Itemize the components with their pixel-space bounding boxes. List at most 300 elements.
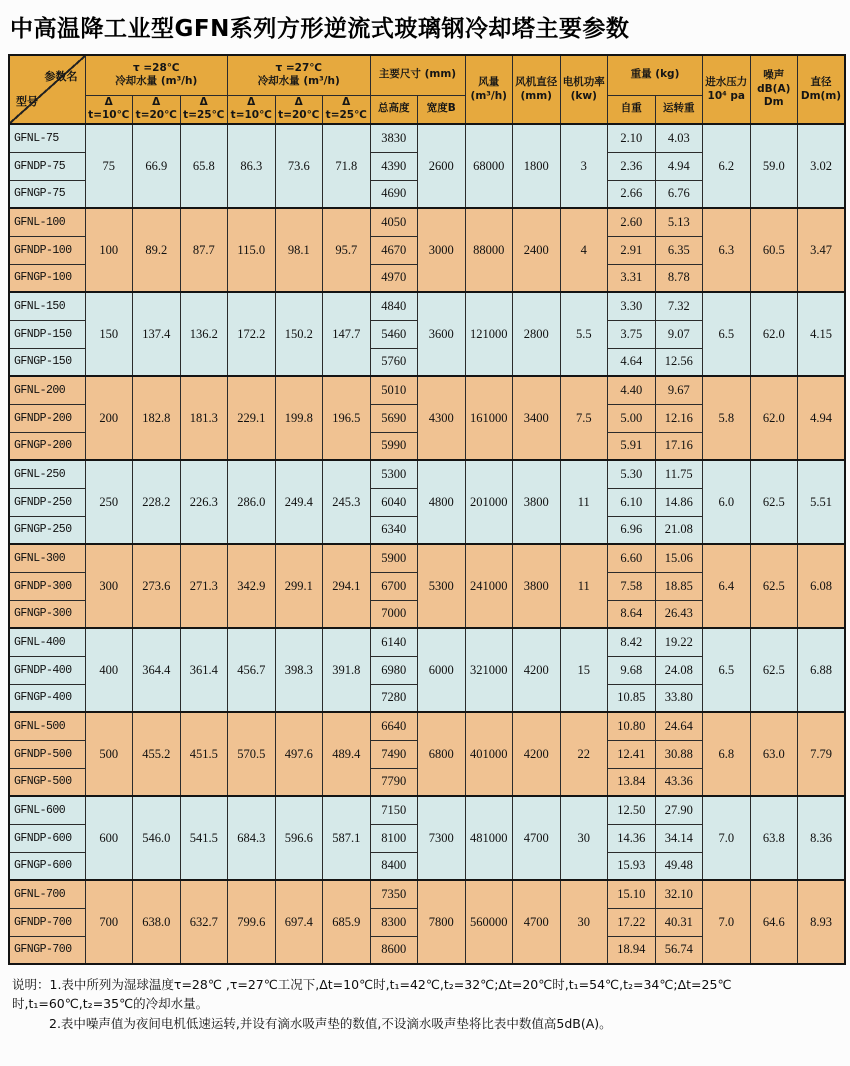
running-weight-cell: 32.10	[655, 880, 703, 908]
motor-power-cell: 30	[560, 796, 608, 880]
model-cell: GFNL-100	[9, 208, 85, 236]
running-weight-cell: 6.76	[655, 180, 703, 208]
airflow-cell: 401000	[465, 712, 513, 796]
water-flow-t28-cell: 632.7	[180, 880, 228, 964]
fan-diameter-cell: 3400	[513, 376, 561, 460]
model-cell: GFNGP-300	[9, 600, 85, 628]
water-flow-t27-cell: 245.3	[323, 460, 371, 544]
self-weight-cell: 2.66	[608, 180, 656, 208]
water-flow-t28-cell: 638.0	[133, 880, 181, 964]
total-height-cell: 8400	[370, 852, 418, 880]
motor-power-cell: 11	[560, 544, 608, 628]
airflow-cell: 68000	[465, 124, 513, 208]
water-pressure-cell: 6.2	[703, 124, 751, 208]
water-pressure-cell: 6.3	[703, 208, 751, 292]
noise-cell: 59.0	[750, 124, 798, 208]
model-cell: GFNDP-500	[9, 740, 85, 768]
diameter-cell: 8.36	[798, 796, 846, 880]
running-weight-cell: 14.86	[655, 488, 703, 516]
header-t27-dt10: Δ t=10℃	[228, 95, 276, 124]
water-flow-t28-cell: 541.5	[180, 796, 228, 880]
notes	[12, 975, 844, 1033]
motor-power-cell: 4	[560, 208, 608, 292]
diameter-cell: 7.79	[798, 712, 846, 796]
self-weight-cell: 12.41	[608, 740, 656, 768]
header-pressure-line2: 10⁴ pa	[707, 89, 745, 102]
water-pressure-cell: 6.0	[703, 460, 751, 544]
motor-power-cell: 11	[560, 460, 608, 544]
model-cell: GFNL-700	[9, 880, 85, 908]
width-b-cell: 6000	[418, 628, 466, 712]
fan-diameter-cell: 1800	[513, 124, 561, 208]
header-running-weight: 运转重	[655, 95, 703, 124]
header-pressure-line1: 进水压力	[705, 75, 748, 88]
airflow-cell: 241000	[465, 544, 513, 628]
noise-cell: 60.5	[750, 208, 798, 292]
motor-power-cell: 30	[560, 880, 608, 964]
running-weight-cell: 11.75	[655, 460, 703, 488]
model-cell: GFNDP-400	[9, 656, 85, 684]
self-weight-cell: 6.60	[608, 544, 656, 572]
total-height-cell: 6340	[370, 516, 418, 544]
fan-diameter-cell: 2800	[513, 292, 561, 376]
water-flow-t28-cell: 455.2	[133, 712, 181, 796]
self-weight-cell: 6.96	[608, 516, 656, 544]
water-flow-t28-cell: 700	[85, 880, 133, 964]
page-title: 中高温降工业型GFN系列方形逆流式玻璃钢冷却塔主要参数	[10, 16, 630, 42]
total-height-cell: 7000	[370, 600, 418, 628]
header-t27-line1: τ =27℃	[275, 61, 322, 74]
model-cell: GFNGP-150	[9, 348, 85, 376]
self-weight-cell: 8.42	[608, 628, 656, 656]
running-weight-cell: 43.36	[655, 768, 703, 796]
header-noise	[750, 55, 798, 124]
total-height-cell: 4840	[370, 292, 418, 320]
self-weight-cell: 2.91	[608, 236, 656, 264]
water-flow-t27-cell: 249.4	[275, 460, 323, 544]
water-pressure-cell: 6.5	[703, 292, 751, 376]
total-height-cell: 6700	[370, 572, 418, 600]
airflow-cell: 88000	[465, 208, 513, 292]
water-flow-t27-cell: 299.1	[275, 544, 323, 628]
water-flow-t27-cell: 98.1	[275, 208, 323, 292]
running-weight-cell: 4.03	[655, 124, 703, 152]
water-flow-t27-cell: 799.6	[228, 880, 276, 964]
fan-diameter-cell: 4700	[513, 880, 561, 964]
self-weight-cell: 2.60	[608, 208, 656, 236]
total-height-cell: 8100	[370, 824, 418, 852]
diameter-cell: 4.94	[798, 376, 846, 460]
noise-cell: 62.5	[750, 628, 798, 712]
header-row-top	[9, 55, 845, 95]
table-row	[9, 124, 845, 152]
total-height-cell: 7350	[370, 880, 418, 908]
model-cell: GFNL-75	[9, 124, 85, 152]
water-pressure-cell: 7.0	[703, 880, 751, 964]
diameter-cell: 4.15	[798, 292, 846, 376]
water-flow-t28-cell: 89.2	[133, 208, 181, 292]
motor-power-cell: 7.5	[560, 376, 608, 460]
motor-power-cell: 22	[560, 712, 608, 796]
diameter-cell: 8.93	[798, 880, 846, 964]
airflow-cell: 481000	[465, 796, 513, 880]
width-b-cell: 6800	[418, 712, 466, 796]
width-b-cell: 5300	[418, 544, 466, 628]
water-flow-t27-cell: 229.1	[228, 376, 276, 460]
total-height-cell: 5760	[370, 348, 418, 376]
self-weight-cell: 17.22	[608, 908, 656, 936]
water-flow-t28-cell: 600	[85, 796, 133, 880]
water-flow-t28-cell: 181.3	[180, 376, 228, 460]
running-weight-cell: 4.94	[655, 152, 703, 180]
table-header	[9, 55, 845, 124]
water-flow-t27-cell: 286.0	[228, 460, 276, 544]
water-flow-t27-cell: 172.2	[228, 292, 276, 376]
water-flow-t28-cell: 273.6	[133, 544, 181, 628]
water-pressure-cell: 6.5	[703, 628, 751, 712]
water-flow-t28-cell: 451.5	[180, 712, 228, 796]
running-weight-cell: 6.35	[655, 236, 703, 264]
running-weight-cell: 7.32	[655, 292, 703, 320]
water-flow-t28-cell: 361.4	[180, 628, 228, 712]
self-weight-cell: 13.84	[608, 768, 656, 796]
model-cell: GFNGP-200	[9, 432, 85, 460]
water-flow-t28-cell: 66.9	[133, 124, 181, 208]
header-total-height: 总高度	[370, 95, 418, 124]
model-cell: GFNDP-75	[9, 152, 85, 180]
water-pressure-cell: 6.8	[703, 712, 751, 796]
model-cell: GFNGP-250	[9, 516, 85, 544]
running-weight-cell: 12.16	[655, 404, 703, 432]
header-size: 主要尺寸 (mm)	[370, 55, 465, 95]
total-height-cell: 7280	[370, 684, 418, 712]
water-flow-t27-cell: 398.3	[275, 628, 323, 712]
self-weight-cell: 15.10	[608, 880, 656, 908]
water-flow-t28-cell: 65.8	[180, 124, 228, 208]
fan-diameter-cell: 3800	[513, 460, 561, 544]
self-weight-cell: 10.85	[608, 684, 656, 712]
header-self-weight: 自重	[608, 95, 656, 124]
diameter-cell: 3.47	[798, 208, 846, 292]
running-weight-cell: 56.74	[655, 936, 703, 964]
airflow-cell: 121000	[465, 292, 513, 376]
fan-diameter-cell: 2400	[513, 208, 561, 292]
running-weight-cell: 24.08	[655, 656, 703, 684]
noise-cell: 62.0	[750, 292, 798, 376]
header-noise-line1: 噪声	[763, 69, 785, 82]
total-height-cell: 4390	[370, 152, 418, 180]
diameter-cell: 6.08	[798, 544, 846, 628]
header-noise-line2: dB(A) Dm	[757, 82, 791, 109]
total-height-cell: 3830	[370, 124, 418, 152]
diameter-cell: 5.51	[798, 460, 846, 544]
water-flow-t27-cell: 697.4	[275, 880, 323, 964]
model-cell: GFNGP-100	[9, 264, 85, 292]
total-height-cell: 6040	[370, 488, 418, 516]
water-flow-t28-cell: 271.3	[180, 544, 228, 628]
header-t28	[85, 55, 228, 95]
water-flow-t28-cell: 400	[85, 628, 133, 712]
running-weight-cell: 12.56	[655, 348, 703, 376]
header-width-b: 宽度B	[418, 95, 466, 124]
header-t27-dt20: Δ t=20℃	[275, 95, 323, 124]
self-weight-cell: 2.36	[608, 152, 656, 180]
diameter-cell: 3.02	[798, 124, 846, 208]
header-water-pressure	[703, 55, 751, 124]
water-flow-t28-cell: 228.2	[133, 460, 181, 544]
water-flow-t27-cell: 199.8	[275, 376, 323, 460]
water-flow-t28-cell: 226.3	[180, 460, 228, 544]
self-weight-cell: 14.36	[608, 824, 656, 852]
model-cell: GFNL-300	[9, 544, 85, 572]
header-diameter-line1: 直径	[810, 75, 832, 88]
water-flow-t27-cell: 587.1	[323, 796, 371, 880]
water-flow-t28-cell: 300	[85, 544, 133, 628]
table-row	[9, 460, 845, 488]
total-height-cell: 6980	[370, 656, 418, 684]
self-weight-cell: 9.68	[608, 656, 656, 684]
header-weight: 重量 (kg)	[608, 55, 703, 95]
self-weight-cell: 18.94	[608, 936, 656, 964]
self-weight-cell: 5.30	[608, 460, 656, 488]
noise-cell: 62.5	[750, 460, 798, 544]
running-weight-cell: 40.31	[655, 908, 703, 936]
water-pressure-cell: 6.4	[703, 544, 751, 628]
model-cell: GFNDP-150	[9, 320, 85, 348]
running-weight-cell: 27.90	[655, 796, 703, 824]
width-b-cell: 7800	[418, 880, 466, 964]
running-weight-cell: 8.78	[655, 264, 703, 292]
total-height-cell: 7790	[370, 768, 418, 796]
water-flow-t27-cell: 71.8	[323, 124, 371, 208]
total-height-cell: 7150	[370, 796, 418, 824]
width-b-cell: 4800	[418, 460, 466, 544]
model-cell: GFNL-200	[9, 376, 85, 404]
model-cell: GFNL-500	[9, 712, 85, 740]
header-airflow	[465, 55, 513, 124]
noise-cell: 63.0	[750, 712, 798, 796]
water-flow-t27-cell: 73.6	[275, 124, 323, 208]
water-flow-t28-cell: 200	[85, 376, 133, 460]
spec-table	[8, 54, 846, 965]
corner-label-param: 参数名	[44, 70, 78, 83]
running-weight-cell: 17.16	[655, 432, 703, 460]
total-height-cell: 5010	[370, 376, 418, 404]
self-weight-cell: 3.75	[608, 320, 656, 348]
noise-cell: 62.5	[750, 544, 798, 628]
note-line-2: 2.表中噪声值为夜间电机低速运转,并设有滴水吸声垫的数值,不设滴水吸声垫将比表中数值高5dB(A)。	[49, 1015, 612, 1031]
running-weight-cell: 33.80	[655, 684, 703, 712]
water-flow-t28-cell: 75	[85, 124, 133, 208]
water-pressure-cell: 5.8	[703, 376, 751, 460]
self-weight-cell: 7.58	[608, 572, 656, 600]
width-b-cell: 3600	[418, 292, 466, 376]
note-line-1: 说明：1.表中所列为湿球温度τ=28℃ ,τ=27℃工况下,Δt=10℃时,t₁=42℃,t₂=32℃;Δt=20℃时,t₁=54℃,t₂=34℃;Δt=25℃时,t₁=60℃,t₂=35℃的冷却水量。	[12, 977, 732, 1012]
model-cell: GFNL-400	[9, 628, 85, 656]
header-diameter	[798, 55, 846, 124]
header-t28-dt25: Δ t=25℃	[180, 95, 228, 124]
self-weight-cell: 5.91	[608, 432, 656, 460]
total-height-cell: 5460	[370, 320, 418, 348]
total-height-cell: 6140	[370, 628, 418, 656]
fan-diameter-cell: 4700	[513, 796, 561, 880]
model-cell: GFNDP-300	[9, 572, 85, 600]
header-t27-line2: 冷却水量 (m³/h)	[257, 75, 340, 88]
table-row	[9, 292, 845, 320]
water-flow-t27-cell: 489.4	[323, 712, 371, 796]
model-cell: GFNL-600	[9, 796, 85, 824]
header-t28-dt20: Δ t=20℃	[133, 95, 181, 124]
water-flow-t28-cell: 182.8	[133, 376, 181, 460]
airflow-cell: 161000	[465, 376, 513, 460]
running-weight-cell: 21.08	[655, 516, 703, 544]
header-airflow-line1: 风量	[478, 75, 500, 88]
table-row	[9, 544, 845, 572]
water-flow-t28-cell: 100	[85, 208, 133, 292]
model-cell: GFNDP-600	[9, 824, 85, 852]
total-height-cell: 6640	[370, 712, 418, 740]
table-row	[9, 712, 845, 740]
running-weight-cell: 49.48	[655, 852, 703, 880]
fan-diameter-cell: 4200	[513, 712, 561, 796]
water-flow-t27-cell: 342.9	[228, 544, 276, 628]
water-flow-t28-cell: 364.4	[133, 628, 181, 712]
model-cell: GFNL-150	[9, 292, 85, 320]
water-flow-t27-cell: 456.7	[228, 628, 276, 712]
total-height-cell: 4970	[370, 264, 418, 292]
running-weight-cell: 15.06	[655, 544, 703, 572]
airflow-cell: 201000	[465, 460, 513, 544]
water-flow-t27-cell: 115.0	[228, 208, 276, 292]
water-flow-t27-cell: 147.7	[323, 292, 371, 376]
water-flow-t27-cell: 150.2	[275, 292, 323, 376]
header-motor-power	[560, 55, 608, 124]
water-flow-t28-cell: 136.2	[180, 292, 228, 376]
table-body	[9, 124, 845, 964]
table-row	[9, 628, 845, 656]
water-flow-t27-cell: 685.9	[323, 880, 371, 964]
airflow-cell: 560000	[465, 880, 513, 964]
model-cell: GFNDP-100	[9, 236, 85, 264]
header-fan-line1: 风机直径	[515, 75, 558, 88]
self-weight-cell: 3.31	[608, 264, 656, 292]
header-motor-line1: 电机功率	[562, 75, 605, 88]
table-row	[9, 208, 845, 236]
header-fan-diameter	[513, 55, 561, 124]
table-row	[9, 880, 845, 908]
total-height-cell: 5300	[370, 460, 418, 488]
noise-cell: 64.6	[750, 880, 798, 964]
header-t28-line2: 冷却水量 (m³/h)	[115, 75, 198, 88]
header-fan-line2: (mm)	[520, 89, 552, 102]
total-height-cell: 8300	[370, 908, 418, 936]
model-cell: GFNGP-500	[9, 768, 85, 796]
running-weight-cell: 9.07	[655, 320, 703, 348]
water-flow-t28-cell: 87.7	[180, 208, 228, 292]
header-motor-line2: (kw)	[570, 89, 597, 102]
water-flow-t27-cell: 596.6	[275, 796, 323, 880]
airflow-cell: 321000	[465, 628, 513, 712]
self-weight-cell: 12.50	[608, 796, 656, 824]
corner-header-cell	[9, 55, 85, 124]
width-b-cell: 4300	[418, 376, 466, 460]
self-weight-cell: 15.93	[608, 852, 656, 880]
running-weight-cell: 26.43	[655, 600, 703, 628]
self-weight-cell: 2.10	[608, 124, 656, 152]
running-weight-cell: 18.85	[655, 572, 703, 600]
self-weight-cell: 8.64	[608, 600, 656, 628]
fan-diameter-cell: 4200	[513, 628, 561, 712]
total-height-cell: 4670	[370, 236, 418, 264]
water-flow-t27-cell: 294.1	[323, 544, 371, 628]
water-flow-t28-cell: 500	[85, 712, 133, 796]
corner-label-model: 型号	[16, 94, 38, 108]
water-flow-t28-cell: 137.4	[133, 292, 181, 376]
total-height-cell: 4690	[370, 180, 418, 208]
model-cell: GFNGP-600	[9, 852, 85, 880]
header-t27	[228, 55, 371, 95]
water-flow-t27-cell: 86.3	[228, 124, 276, 208]
self-weight-cell: 3.30	[608, 292, 656, 320]
total-height-cell: 8600	[370, 936, 418, 964]
water-flow-t27-cell: 95.7	[323, 208, 371, 292]
water-flow-t27-cell: 391.8	[323, 628, 371, 712]
total-height-cell: 7490	[370, 740, 418, 768]
water-pressure-cell: 7.0	[703, 796, 751, 880]
diameter-cell: 6.88	[798, 628, 846, 712]
fan-diameter-cell: 3800	[513, 544, 561, 628]
water-flow-t27-cell: 497.6	[275, 712, 323, 796]
water-flow-t27-cell: 196.5	[323, 376, 371, 460]
motor-power-cell: 3	[560, 124, 608, 208]
water-flow-t28-cell: 250	[85, 460, 133, 544]
self-weight-cell: 10.80	[608, 712, 656, 740]
header-t27-dt25: Δ t=25℃	[323, 95, 371, 124]
model-cell: GFNGP-700	[9, 936, 85, 964]
table-row	[9, 796, 845, 824]
model-cell: GFNDP-250	[9, 488, 85, 516]
water-flow-t28-cell: 150	[85, 292, 133, 376]
running-weight-cell: 19.22	[655, 628, 703, 656]
self-weight-cell: 4.40	[608, 376, 656, 404]
self-weight-cell: 4.64	[608, 348, 656, 376]
water-flow-t27-cell: 684.3	[228, 796, 276, 880]
header-airflow-line2: (m³/h)	[470, 89, 507, 102]
running-weight-cell: 24.64	[655, 712, 703, 740]
motor-power-cell: 5.5	[560, 292, 608, 376]
self-weight-cell: 5.00	[608, 404, 656, 432]
running-weight-cell: 34.14	[655, 824, 703, 852]
width-b-cell: 3000	[418, 208, 466, 292]
water-flow-t28-cell: 546.0	[133, 796, 181, 880]
width-b-cell: 2600	[418, 124, 466, 208]
total-height-cell: 5690	[370, 404, 418, 432]
header-t28-line1: τ =28℃	[133, 61, 180, 74]
header-t28-dt10: Δ t=10℃	[85, 95, 133, 124]
total-height-cell: 5900	[370, 544, 418, 572]
table-row	[9, 376, 845, 404]
running-weight-cell: 9.67	[655, 376, 703, 404]
running-weight-cell: 30.88	[655, 740, 703, 768]
total-height-cell: 5990	[370, 432, 418, 460]
total-height-cell: 4050	[370, 208, 418, 236]
header-diameter-line2: Dm(m)	[800, 89, 842, 102]
model-cell: GFNGP-75	[9, 180, 85, 208]
model-cell: GFNL-250	[9, 460, 85, 488]
noise-cell: 63.8	[750, 796, 798, 880]
noise-cell: 62.0	[750, 376, 798, 460]
running-weight-cell: 5.13	[655, 208, 703, 236]
